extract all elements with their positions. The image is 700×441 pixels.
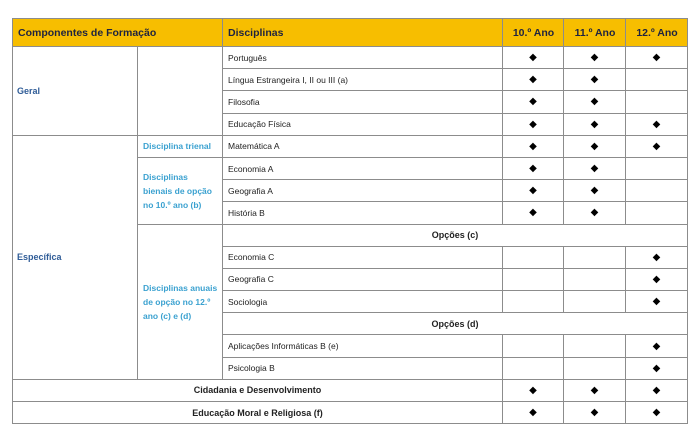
year-11-marker [564, 246, 626, 268]
year-10-marker: ◆ [503, 157, 564, 179]
year-10-marker: ◆ [503, 379, 564, 401]
header-componentes: Componentes de Formação [13, 19, 223, 47]
subject-name: Geografia A [223, 180, 503, 202]
year-12-marker [626, 69, 688, 91]
year-10-marker: ◆ [503, 113, 564, 135]
year-12-marker: ◆ [626, 402, 688, 424]
subject-name: Psicologia B [223, 357, 503, 379]
year-12-marker: ◆ [626, 268, 688, 290]
year-11-marker: ◆ [564, 113, 626, 135]
header-disciplinas: Disciplinas [223, 19, 503, 47]
year-11-marker [564, 268, 626, 290]
subgroup-bienais: Disciplinas bienais de opção no 10.º ano (b) [138, 157, 223, 224]
year-12-marker: ◆ [626, 47, 688, 69]
year-12-marker: ◆ [626, 335, 688, 357]
subject-name: Matemática A [223, 135, 503, 157]
year-11-marker: ◆ [564, 402, 626, 424]
year-11-marker [564, 291, 626, 313]
year-10-marker [503, 268, 564, 290]
year-12-marker [626, 157, 688, 179]
year-10-marker: ◆ [503, 91, 564, 113]
year-11-marker: ◆ [564, 91, 626, 113]
year-10-marker: ◆ [503, 402, 564, 424]
year-10-marker [503, 335, 564, 357]
year-10-marker: ◆ [503, 135, 564, 157]
curriculum-table [12, 18, 688, 424]
year-11-marker: ◆ [564, 202, 626, 224]
year-11-marker: ◆ [564, 47, 626, 69]
subject-name: Sociologia [223, 291, 503, 313]
year-11-marker [564, 357, 626, 379]
year-10-marker: ◆ [503, 47, 564, 69]
year-12-marker: ◆ [626, 246, 688, 268]
subject-name: Filosofia [223, 91, 503, 113]
year-10-marker: ◆ [503, 69, 564, 91]
year-11-marker: ◆ [564, 69, 626, 91]
header-year-12: 12.º Ano [626, 19, 688, 47]
empty-subgroup-cell [138, 47, 223, 136]
year-12-marker [626, 91, 688, 113]
emr-row-label: Educação Moral e Religiosa (f) [13, 402, 503, 424]
table-row [13, 47, 688, 69]
year-11-marker: ◆ [564, 157, 626, 179]
subject-name: Geografia C [223, 268, 503, 290]
year-10-marker [503, 246, 564, 268]
header-year-10: 10.º Ano [503, 19, 564, 47]
year-10-marker [503, 291, 564, 313]
subject-name: Educação Física [223, 113, 503, 135]
table-row [13, 135, 688, 157]
options-d-heading: Opções (d) [223, 313, 688, 335]
year-12-marker [626, 202, 688, 224]
table-row [13, 402, 688, 424]
year-11-marker: ◆ [564, 180, 626, 202]
year-11-marker: ◆ [564, 379, 626, 401]
group-especifica: Específica [13, 135, 138, 379]
year-12-marker: ◆ [626, 135, 688, 157]
year-11-marker: ◆ [564, 135, 626, 157]
year-12-marker: ◆ [626, 357, 688, 379]
group-geral: Geral [13, 47, 138, 136]
year-12-marker [626, 180, 688, 202]
header-row [13, 19, 688, 47]
subject-name: Aplicações Informáticas B (e) [223, 335, 503, 357]
year-12-marker: ◆ [626, 291, 688, 313]
table-row [13, 379, 688, 401]
header-year-11: 11.º Ano [564, 19, 626, 47]
subgroup-trienal: Disciplina trienal [138, 135, 223, 157]
subject-name: História B [223, 202, 503, 224]
year-10-marker [503, 357, 564, 379]
year-12-marker: ◆ [626, 113, 688, 135]
options-c-heading: Opções (c) [223, 224, 688, 246]
year-10-marker: ◆ [503, 202, 564, 224]
subject-name: Português [223, 47, 503, 69]
subject-name: Economia C [223, 246, 503, 268]
year-11-marker [564, 335, 626, 357]
year-10-marker: ◆ [503, 180, 564, 202]
cidadania-row-label: Cidadania e Desenvolvimento [13, 379, 503, 401]
subject-name: Língua Estrangeira I, II ou III (a) [223, 69, 503, 91]
year-12-marker: ◆ [626, 379, 688, 401]
subgroup-anuais: Disciplinas anuais de opção no 12.º ano (c) e (d) [138, 224, 223, 379]
subject-name: Economia A [223, 157, 503, 179]
